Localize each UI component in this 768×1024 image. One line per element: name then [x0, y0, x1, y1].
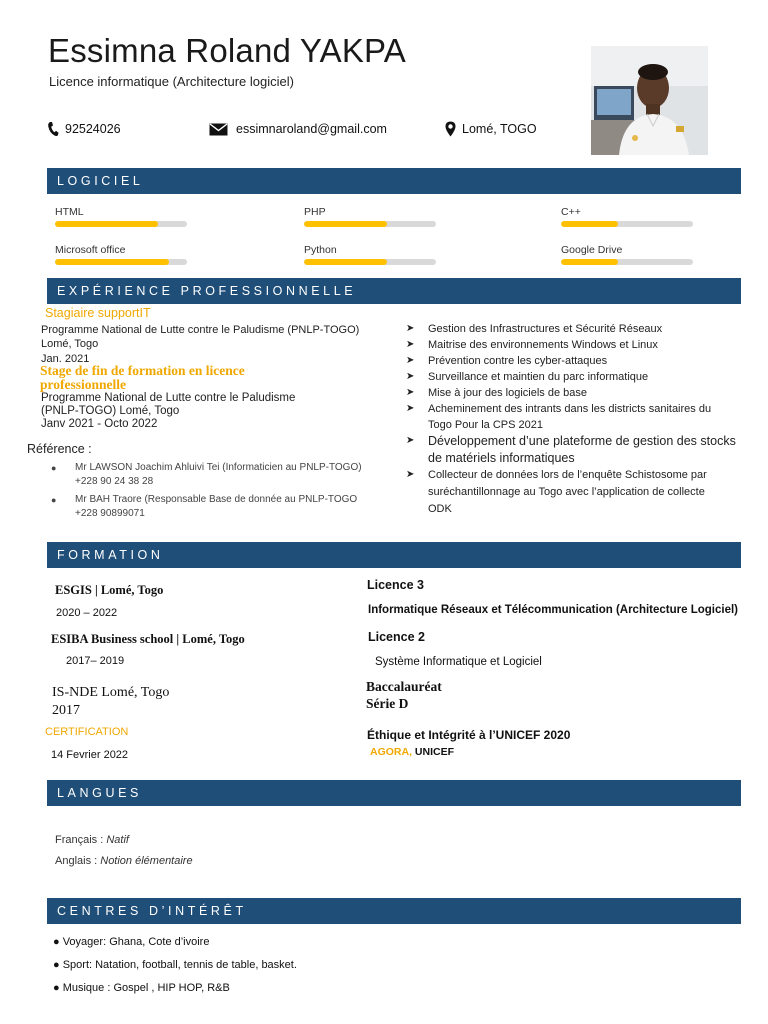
interest-label: Voyager: [62, 936, 110, 948]
skill-bar-fill [55, 259, 169, 265]
skill-bar [561, 221, 693, 227]
language-level: Natif [106, 834, 129, 846]
task-text: de matériels informatiques [428, 451, 575, 465]
arrow-bullet-icon: ➤ [406, 435, 415, 446]
language-level: Notion élémentaire [100, 855, 193, 867]
interest-value: Gospel , HIP HOP, R&B [113, 982, 230, 994]
arrow-bullet-icon: ➤ [406, 339, 415, 350]
skill-label: Python [304, 244, 337, 256]
degree2-detail: Système Informatique et Logiciel [375, 656, 542, 668]
envelope-icon [209, 123, 228, 136]
interest-item [53, 959, 297, 971]
section-langues [47, 780, 741, 806]
section-title: FORMATION [57, 548, 164, 562]
skill-bar-fill [304, 221, 387, 227]
skill-item [304, 244, 436, 265]
bullet-icon: ● [51, 463, 57, 473]
reference-item [51, 461, 396, 489]
job1-date: Jan. 2021 [41, 353, 90, 365]
school3-name: IS-NDE Lomé, Togo [52, 685, 170, 700]
task-item [406, 401, 756, 433]
task-text: suréchantillonnage au Togo avec l’application de collecte [428, 486, 705, 498]
job1-org: Programme National de Lutte contre le Paludisme (PNLP-TOGO) [41, 324, 360, 336]
arrow-bullet-icon: ➤ [406, 469, 415, 480]
section-title: LOGICIEL [57, 174, 144, 188]
arrow-bullet-icon: ➤ [406, 371, 415, 382]
section-formation [47, 542, 741, 568]
bullet-icon: ● [51, 495, 57, 505]
email-address: essimnaroland@gmail.com [236, 122, 387, 136]
task-text: Développement d’une plateforme de gestion des stocks [428, 434, 736, 448]
job2-title-line2: professionnelle [40, 377, 127, 392]
skill-item [561, 244, 693, 265]
task-text: Togo Pour la CPS 2021 [428, 419, 543, 431]
skill-item [55, 244, 187, 265]
bullet-icon: ● [53, 982, 63, 994]
arrow-bullet-icon: ➤ [406, 403, 415, 414]
phone-icon [47, 121, 59, 137]
job1-place: Lomé, Togo [41, 338, 99, 350]
interest-value: Ghana, Cote d’ivoire [109, 936, 210, 948]
degree1-detail: Informatique Réseaux et Télécommunication (Architecture Logiciel) [368, 604, 738, 616]
job2-org-line2: (PNLP-TOGO) Lomé, Togo [41, 405, 180, 417]
skill-bar-fill [304, 259, 387, 265]
skill-item [561, 206, 693, 227]
interest-item [53, 936, 209, 948]
section-title: CENTRES D’INTÉRÊT [57, 904, 247, 918]
task-text: Maitrise des environnements Windows et Linux [428, 339, 658, 351]
contact-location [445, 120, 537, 138]
skill-bar-fill [55, 221, 158, 227]
task-text: Gestion des Infrastructures et Sécurité Réseaux [428, 323, 663, 335]
school1-date: 2020 – 2022 [56, 607, 118, 619]
job2-org [41, 392, 295, 418]
job2-org-line1: Programme National de Lutte contre le Paludisme [41, 392, 296, 404]
degree2-title: Licence 2 [368, 630, 425, 644]
task-text: Acheminement des intrants dans les districts sanitaires du [428, 403, 712, 415]
reference-name: Mr LAWSON Joachim Ahluivi Tei (Informaticien au PNLP-TOGO) [75, 462, 362, 473]
interest-item [53, 982, 230, 994]
interest-value: Natation, football, tennis de table, basket. [95, 959, 297, 971]
language-item [55, 855, 193, 867]
bullet-icon: ● [53, 959, 63, 971]
reference-item [51, 493, 396, 521]
task-item [406, 385, 756, 401]
skill-label: PHP [304, 206, 326, 218]
certification-org-unicef: UNICEF [414, 746, 455, 758]
certification-org-agora: AGORA, [370, 746, 412, 758]
skill-label: C++ [561, 206, 581, 218]
certification-title: Éthique et Intégrité à l’UNICEF 2020 [367, 728, 571, 742]
task-text: ODK [428, 503, 452, 515]
reference-list [51, 461, 396, 521]
school2-name: ESIBA Business school | Lomé, Togo [51, 632, 245, 646]
task-text: Surveillance et maintien du parc informatique [428, 371, 649, 383]
section-interets [47, 898, 741, 924]
interest-label: Sport: [62, 959, 96, 971]
certification-label: CERTIFICATION [45, 726, 129, 738]
task-item [406, 321, 756, 337]
reference-name: Mr BAH Traore (Responsable Base de donnée au PNLP-TOGO [75, 494, 358, 505]
skill-bar [561, 259, 693, 265]
location-text: Lomé, TOGO [462, 122, 537, 136]
contact-email [209, 120, 387, 138]
degree1-title: Licence 3 [367, 578, 424, 592]
degree3-detail: Série D [366, 696, 409, 711]
profile-photo [591, 46, 708, 155]
bullet-icon: ● [53, 936, 63, 948]
school3-date: 2017 [52, 703, 80, 718]
section-title: LANGUES [57, 786, 142, 800]
skill-label: Google Drive [561, 244, 623, 256]
location-pin-icon [445, 121, 456, 137]
task-text: Mise à jour des logiciels de base [428, 387, 587, 399]
skill-bar-fill [561, 259, 618, 265]
arrow-bullet-icon: ➤ [406, 355, 415, 366]
school2-date: 2017– 2019 [66, 655, 125, 667]
section-title: EXPÉRIENCE PROFESSIONNELLE [57, 284, 357, 298]
job1-title: Stagiaire supportIT [45, 306, 151, 320]
skill-bar [55, 259, 187, 265]
degree3-title: Baccalauréat [366, 679, 442, 694]
skill-item [304, 206, 436, 227]
phone-number: 92524026 [65, 122, 121, 136]
candidate-name: Essimna Roland YAKPA [48, 32, 407, 69]
task-item [406, 353, 756, 369]
task-text: Collecteur de données lors de l’enquête Schistosome par [428, 469, 707, 481]
candidate-subtitle: Licence informatique (Architecture logiciel) [49, 74, 294, 89]
skill-bar [304, 259, 436, 265]
reference-phone: +228 90899071 [75, 508, 145, 519]
contact-phone [47, 120, 121, 138]
task-item [406, 337, 756, 353]
job2-title [40, 364, 245, 392]
job2-title-line1: Stage de fin de formation en licence [40, 363, 245, 378]
certification-date: 14 Fevrier 2022 [51, 749, 129, 761]
school1-name: ESGIS | Lomé, Togo [55, 583, 164, 597]
job2-date: Janv 2021 - Octo 2022 [41, 418, 158, 430]
task-list [406, 321, 756, 518]
task-item [406, 433, 756, 467]
skill-item [55, 206, 187, 227]
language-item [55, 834, 129, 846]
section-logiciel [47, 168, 741, 194]
skill-label: HTML [55, 206, 84, 218]
task-item [406, 467, 756, 518]
skill-bar [304, 221, 436, 227]
reference-phone: +228 90 24 38 28 [75, 476, 154, 487]
arrow-bullet-icon: ➤ [406, 387, 415, 398]
certification-org [370, 746, 454, 758]
reference-label: Référence : [27, 442, 92, 456]
interest-label: Musique : [62, 982, 114, 994]
task-item [406, 369, 756, 385]
task-text: Prévention contre les cyber-attaques [428, 355, 608, 367]
arrow-bullet-icon: ➤ [406, 323, 415, 334]
skill-bar [55, 221, 187, 227]
skill-label: Microsoft office [55, 244, 126, 256]
skill-bar-fill [561, 221, 618, 227]
section-experience [47, 278, 741, 304]
language-name: Français : [55, 834, 107, 846]
language-name: Anglais : [55, 855, 101, 867]
